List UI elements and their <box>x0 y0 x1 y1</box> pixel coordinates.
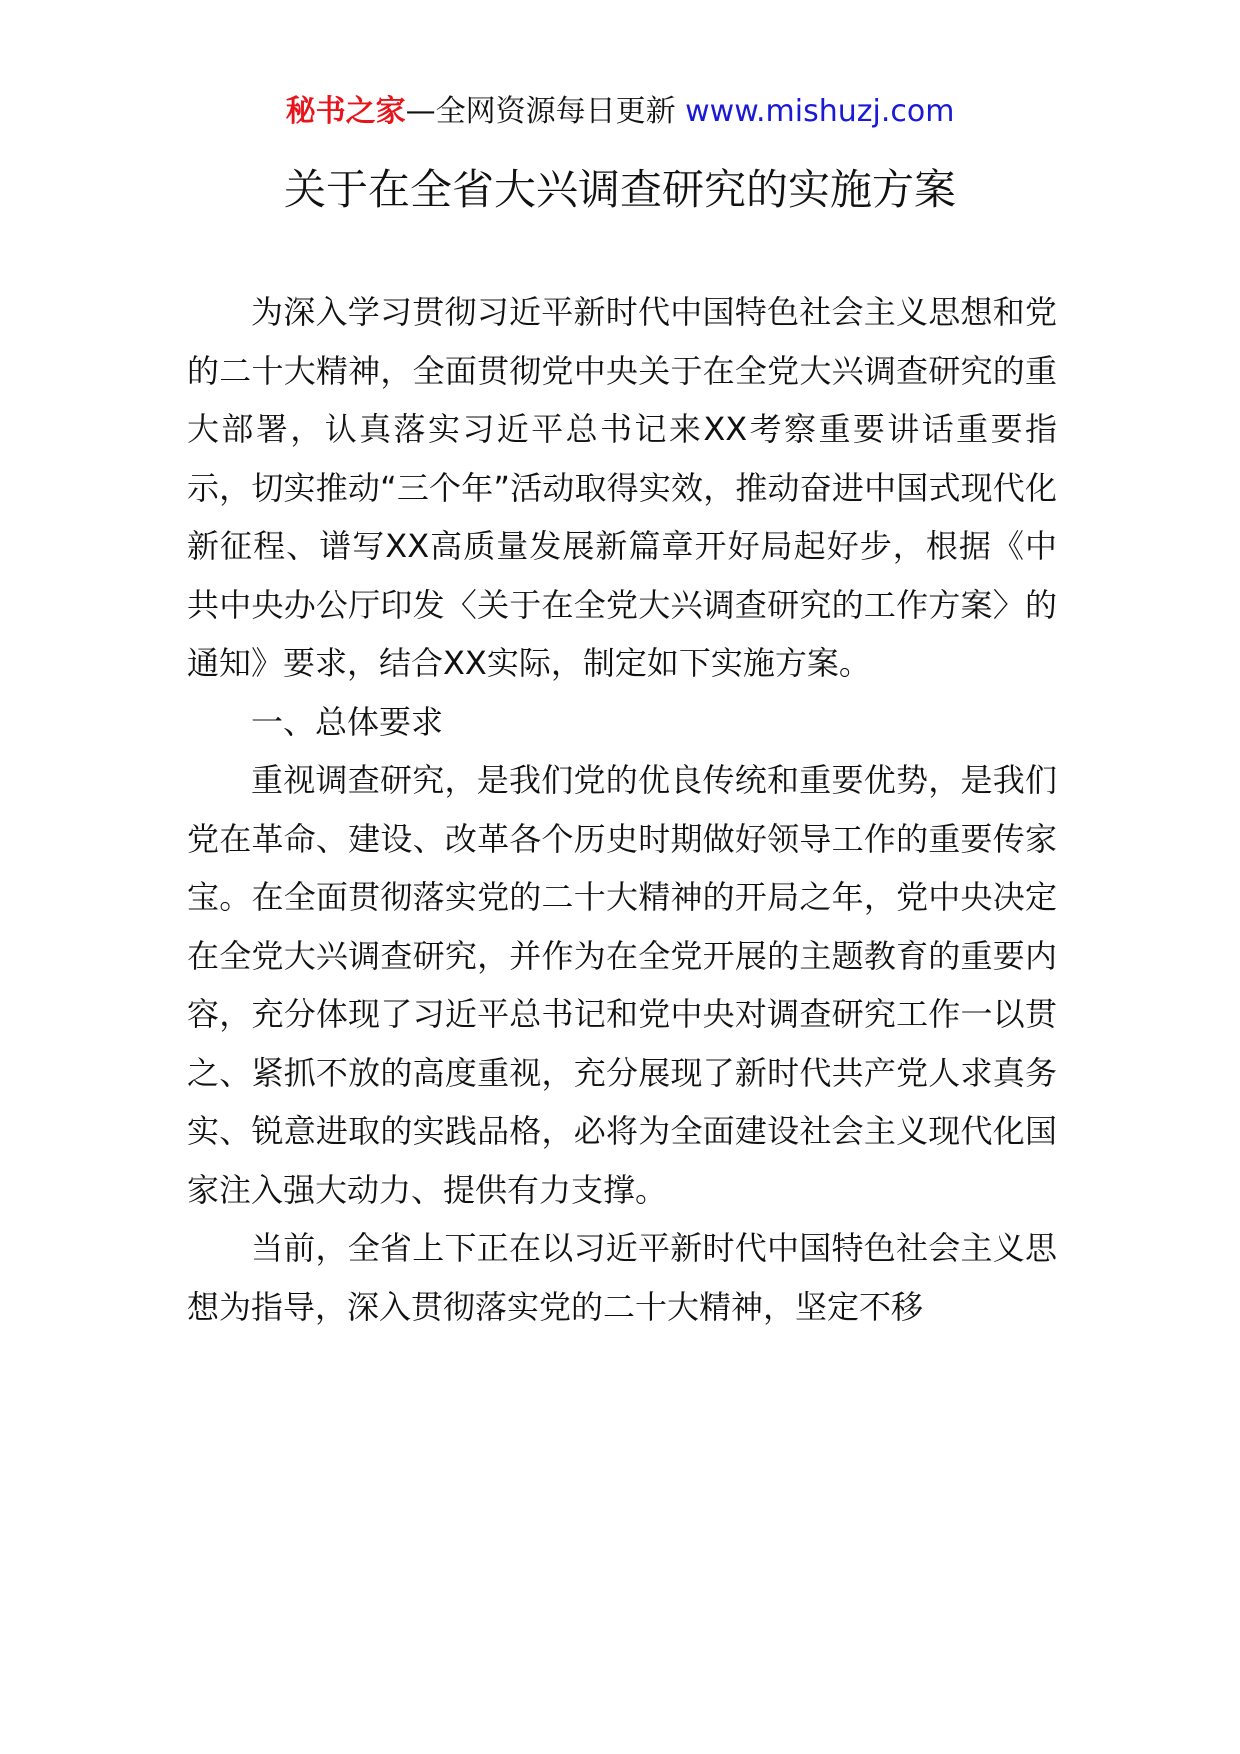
paragraph-importance: 重视调查研究，是我们党的优良传统和重要优势，是我们党在革命、建设、改革各个历史时期做好领导工作的重要传家宝。在全面贯彻落实党的二十大精神的开局之年，党中央决定在全党大兴调查研究，并作为在全党开展的主题教育的重要内容，充分体现了习近平总书记和党中央对调查研究工作一以贯之、紧抓不放的高度重视，充分展现了新时代共产党人求真务实、锐意进取的实践品格，必将为全面建设社会主义现代化国家注入强大动力、提供有力支撑。 <box>187 761 1057 1209</box>
document-body <box>187 283 1057 1336</box>
site-brand: 秘书之家 <box>285 94 406 129</box>
paragraph-intro: 为深入学习贯彻习近平新时代中国特色社会主义思想和党的二十大精神，全面贯彻党中央关于在全党大兴调查研究的重大部署，认真落实习近平总书记来XX考察重要讲话重要指示，切实推动“三个年”活动取得实效，推动奋进中国式现代化新征程、谱写XX高质量发展新篇章开好局起好步，根据《中共中央办公厅印发〈关于在全党大兴调查研究的工作方案〉的通知》要求，结合XX实际，制定如下实施方案。 <box>187 293 1057 682</box>
site-tagline: —全网资源每日更新 <box>405 94 686 129</box>
section-heading-general-requirements: 一、总体要求 <box>251 702 444 741</box>
paragraph-current: 当前，全省上下正在以习近平新时代中国特色社会主义思想为指导，深入贯彻落实党的二十大精神，坚定不移 <box>187 1229 1057 1326</box>
document-title: 关于在全省大兴调查研究的实施方案 <box>283 165 956 214</box>
site-header <box>0 92 1240 132</box>
site-url-link[interactable]: www.mishuzj.com <box>685 94 955 129</box>
